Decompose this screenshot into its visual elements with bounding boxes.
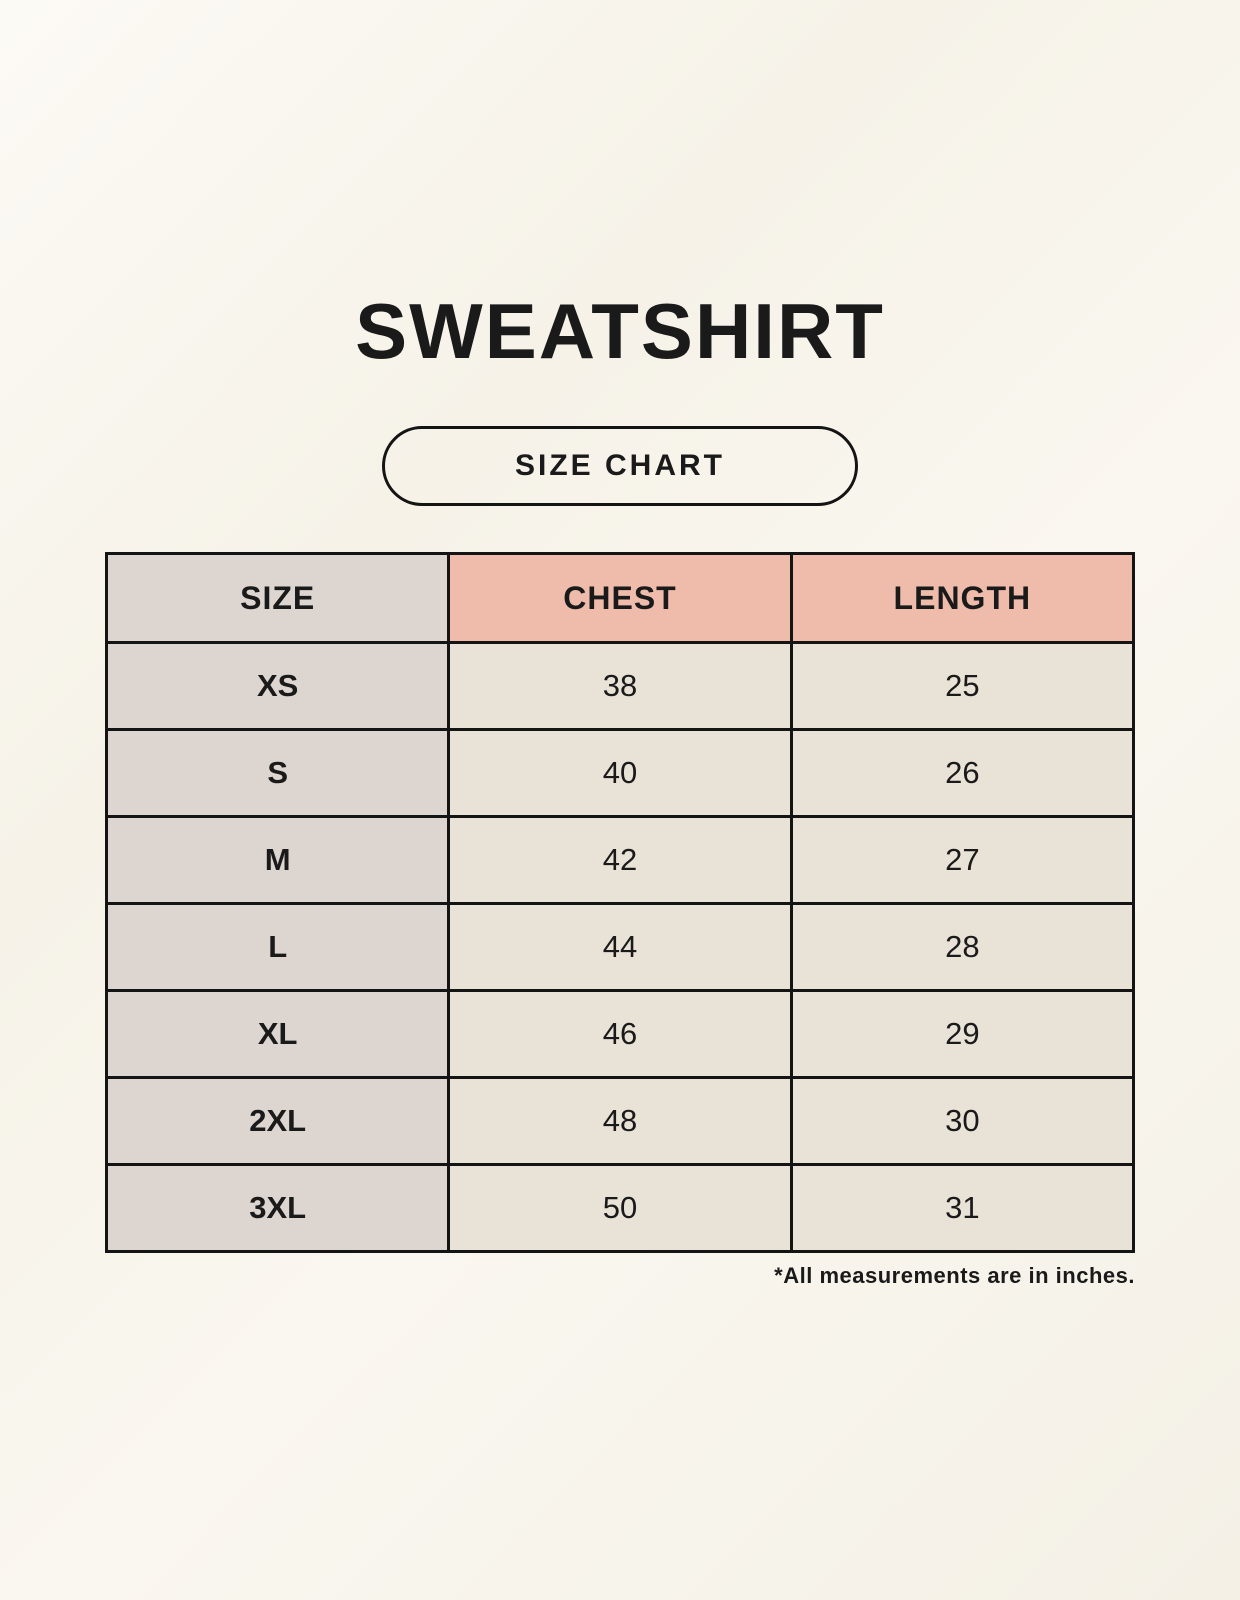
size-chart-table-header xyxy=(107,554,1134,643)
length-cell: 30 xyxy=(791,1078,1133,1165)
column-header-size: SIZE xyxy=(107,554,449,643)
size-cell: S xyxy=(107,730,449,817)
length-cell: 29 xyxy=(791,991,1133,1078)
chest-cell: 46 xyxy=(449,991,791,1078)
table-row xyxy=(107,643,1134,730)
table-row xyxy=(107,730,1134,817)
size-chart-pill-container xyxy=(0,426,1240,506)
length-cell: 27 xyxy=(791,817,1133,904)
chest-cell: 48 xyxy=(449,1078,791,1165)
size-cell: L xyxy=(107,904,449,991)
chest-cell: 44 xyxy=(449,904,791,991)
size-cell: XL xyxy=(107,991,449,1078)
length-cell: 25 xyxy=(791,643,1133,730)
length-cell: 31 xyxy=(791,1165,1133,1252)
size-cell: 3XL xyxy=(107,1165,449,1252)
size-cell: XS xyxy=(107,643,449,730)
length-cell: 28 xyxy=(791,904,1133,991)
table-row xyxy=(107,991,1134,1078)
size-chart-pill-label: SIZE CHART xyxy=(382,426,858,506)
column-header-chest: CHEST xyxy=(449,554,791,643)
table-row xyxy=(107,817,1134,904)
table-row xyxy=(107,1165,1134,1252)
page-title: SWEATSHIRT xyxy=(355,287,885,375)
length-cell: 26 xyxy=(791,730,1133,817)
measurements-footnote: *All measurements are in inches. xyxy=(774,1263,1135,1288)
size-chart-table-body xyxy=(107,643,1134,1252)
chest-cell: 50 xyxy=(449,1165,791,1252)
size-cell: M xyxy=(107,817,449,904)
chest-cell: 40 xyxy=(449,730,791,817)
chest-cell: 38 xyxy=(449,643,791,730)
size-chart-table xyxy=(105,552,1135,1253)
table-row xyxy=(107,1078,1134,1165)
column-header-length: LENGTH xyxy=(791,554,1133,643)
size-cell: 2XL xyxy=(107,1078,449,1165)
header-row xyxy=(107,554,1134,643)
table-row xyxy=(107,904,1134,991)
chest-cell: 42 xyxy=(449,817,791,904)
